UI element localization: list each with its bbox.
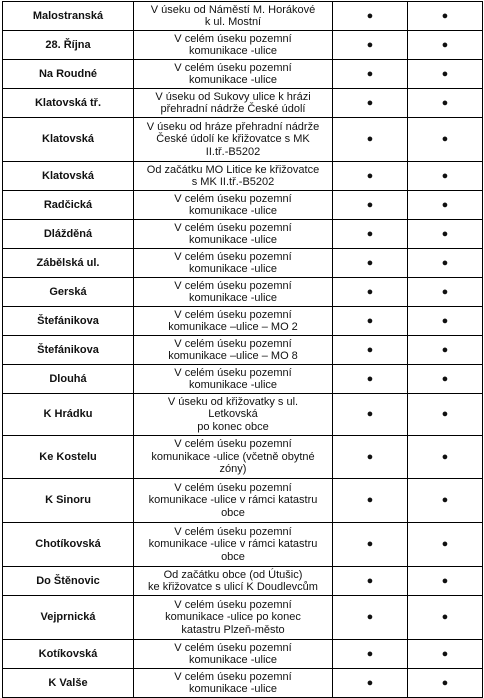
section-description: [134, 479, 333, 523]
table-row: [3, 31, 483, 60]
bullet-marker: ●: [333, 118, 408, 162]
description-line: ke křižovatce s ulicí K Doudlevcům: [148, 581, 318, 593]
bullet-marker: ●: [408, 436, 483, 479]
description-line: V úseku od hráze přehradní nádrže: [146, 120, 320, 133]
section-description: [134, 249, 333, 278]
description-line: komunikace -ulice: [188, 205, 278, 217]
bullet-marker: ●: [408, 523, 483, 567]
bullet-marker: ●: [408, 640, 483, 669]
bullet-marker: ●: [408, 336, 483, 365]
description-line: komunikace -ulice (včetně obytné: [151, 450, 315, 463]
table-row: [3, 118, 483, 162]
description-line: České údolí ke křižovatce s MK: [156, 133, 310, 146]
table-row: [3, 220, 483, 249]
description-line: V celém úseku pozemní: [174, 279, 292, 292]
description-line: obce: [221, 550, 245, 563]
description-line: komunikace -ulice: [188, 654, 278, 666]
street-name: Ke Kostelu: [3, 436, 134, 479]
description-line: V celém úseku pozemní: [174, 308, 292, 321]
section-description: [134, 365, 333, 394]
description-line: V celém úseku pozemní: [174, 481, 292, 494]
description-line: V celém úseku pozemní: [174, 192, 292, 205]
description-line: komunikace -ulice: [188, 263, 278, 275]
description-line: přehradní nádrže České údolí: [160, 103, 306, 115]
street-name: Dlážděná: [3, 220, 134, 249]
table-row: [3, 60, 483, 89]
bullet-marker: ●: [408, 394, 483, 436]
description-line: V celém úseku pozemní: [174, 525, 292, 538]
section-description: [134, 394, 333, 436]
street-name: Klatovská: [3, 162, 134, 191]
street-name: Zábělská ul.: [3, 249, 134, 278]
section-description: [134, 596, 333, 640]
description-line: V celém úseku pozemní: [174, 438, 292, 451]
bullet-marker: ●: [408, 249, 483, 278]
street-name: K Sinoru: [3, 479, 134, 523]
section-description: [134, 436, 333, 479]
bullet-marker: ●: [408, 118, 483, 162]
bullet-marker: ●: [408, 365, 483, 394]
description-line: V celém úseku pozemní: [174, 598, 292, 611]
bullet-marker: ●: [333, 278, 408, 307]
bullet-marker: ●: [333, 436, 408, 479]
bullet-marker: ●: [408, 567, 483, 596]
description-line: k ul. Mostní: [204, 16, 262, 28]
table-row: [3, 365, 483, 394]
bullet-marker: ●: [408, 191, 483, 220]
street-name: Štefánikova: [3, 307, 134, 336]
street-name: Gerská: [3, 278, 134, 307]
description-line: II.tř.-B5202: [205, 145, 261, 158]
bullet-marker: ●: [333, 596, 408, 640]
description-line: V úseku od Sukovy ulice k hrázi: [155, 90, 311, 103]
table-row: [3, 307, 483, 336]
bullet-marker: ●: [333, 479, 408, 523]
description-line: komunikace -ulice v rámci katastru: [148, 538, 318, 551]
bullet-marker: ●: [408, 2, 483, 31]
street-name: Malostranská: [3, 2, 134, 31]
table-row: [3, 162, 483, 191]
street-name: K Valše: [3, 669, 134, 698]
bullet-marker: ●: [408, 278, 483, 307]
section-description: [134, 669, 333, 698]
description-line: V úseku od Náměstí M. Horákové: [150, 3, 316, 16]
description-line: katastru Plzeň-město: [181, 623, 285, 636]
bullet-marker: ●: [408, 596, 483, 640]
description-line: zóny): [219, 463, 247, 476]
bullet-marker: ●: [333, 669, 408, 698]
bullet-marker: ●: [408, 220, 483, 249]
bullet-marker: ●: [333, 394, 408, 436]
bullet-marker: ●: [333, 60, 408, 89]
description-line: Letkovská: [208, 408, 258, 421]
description-line: komunikace –ulice – MO 8: [168, 350, 298, 362]
bullet-marker: ●: [333, 307, 408, 336]
section-description: [134, 31, 333, 60]
description-line: komunikace -ulice: [188, 74, 278, 86]
description-line: po konec obce: [197, 420, 269, 433]
street-name: Klatovská tř.: [3, 89, 134, 118]
table-row: [3, 336, 483, 365]
description-line: V celém úseku pozemní: [174, 641, 292, 654]
section-description: [134, 307, 333, 336]
street-name: Štefánikova: [3, 336, 134, 365]
table-row: [3, 249, 483, 278]
bullet-marker: ●: [333, 31, 408, 60]
section-description: [134, 220, 333, 249]
bullet-marker: ●: [333, 220, 408, 249]
description-line: komunikace -ulice: [188, 234, 278, 246]
street-name: Do Štěnovic: [3, 567, 134, 596]
street-name: Na Roudné: [3, 60, 134, 89]
section-description: [134, 640, 333, 669]
bullet-marker: ●: [408, 307, 483, 336]
table-row: [3, 89, 483, 118]
description-line: obce: [221, 506, 245, 519]
description-line: Od začátku obce (od Útušic): [163, 568, 303, 581]
table-row: [3, 191, 483, 220]
street-name: Radčická: [3, 191, 134, 220]
description-line: s MK II.tř.-B5202: [191, 176, 275, 188]
section-description: [134, 567, 333, 596]
description-line: V celém úseku pozemní: [174, 221, 292, 234]
bullet-marker: ●: [333, 336, 408, 365]
table-row: [3, 436, 483, 479]
description-line: komunikace -ulice: [188, 45, 278, 57]
description-line: komunikace -ulice: [188, 683, 278, 695]
description-line: V celém úseku pozemní: [174, 366, 292, 379]
bullet-marker: ●: [408, 89, 483, 118]
description-line: V celém úseku pozemní: [174, 670, 292, 683]
street-name: Kotíkovská: [3, 640, 134, 669]
section-description: [134, 336, 333, 365]
description-line: V celém úseku pozemní: [174, 250, 292, 263]
table-row: [3, 669, 483, 698]
description-line: komunikace -ulice: [188, 292, 278, 304]
table-row: [3, 2, 483, 31]
description-line: V úseku od křižovatky s ul.: [167, 395, 299, 408]
bullet-marker: ●: [333, 567, 408, 596]
section-description: [134, 89, 333, 118]
table-row: [3, 278, 483, 307]
description-line: Od začátku MO Litice ke křižovatce: [146, 163, 320, 176]
bullet-marker: ●: [333, 89, 408, 118]
bullet-marker: ●: [408, 162, 483, 191]
section-description: [134, 162, 333, 191]
bullet-marker: ●: [408, 31, 483, 60]
street-name: Dlouhá: [3, 365, 134, 394]
table-row: [3, 479, 483, 523]
street-name: Vejprnická: [3, 596, 134, 640]
bullet-marker: ●: [333, 249, 408, 278]
road-table: [2, 1, 483, 698]
bullet-marker: ●: [333, 640, 408, 669]
table-row: [3, 523, 483, 567]
section-description: [134, 2, 333, 31]
description-line: V celém úseku pozemní: [174, 337, 292, 350]
description-line: V celém úseku pozemní: [174, 61, 292, 74]
table-row: [3, 567, 483, 596]
description-line: komunikace -ulice: [188, 379, 278, 391]
street-name: K Hrádku: [3, 394, 134, 436]
bullet-marker: ●: [408, 479, 483, 523]
bullet-marker: ●: [408, 60, 483, 89]
bullet-marker: ●: [333, 523, 408, 567]
section-description: [134, 60, 333, 89]
table-row: [3, 394, 483, 436]
section-description: [134, 523, 333, 567]
section-description: [134, 278, 333, 307]
bullet-marker: ●: [408, 669, 483, 698]
bullet-marker: ●: [333, 191, 408, 220]
description-line: V celém úseku pozemní: [174, 32, 292, 45]
description-line: komunikace –ulice – MO 2: [168, 321, 298, 333]
description-line: komunikace -ulice po konec: [165, 611, 301, 624]
bullet-marker: ●: [333, 365, 408, 394]
table-row: [3, 596, 483, 640]
street-name: 28. Října: [3, 31, 134, 60]
street-name: Chotíkovská: [3, 523, 134, 567]
bullet-marker: ●: [333, 2, 408, 31]
description-line: komunikace -ulice v rámci katastru: [148, 494, 318, 507]
table-row: [3, 640, 483, 669]
street-name: Klatovská: [3, 118, 134, 162]
section-description: [134, 191, 333, 220]
bullet-marker: ●: [333, 162, 408, 191]
section-description: [134, 118, 333, 162]
